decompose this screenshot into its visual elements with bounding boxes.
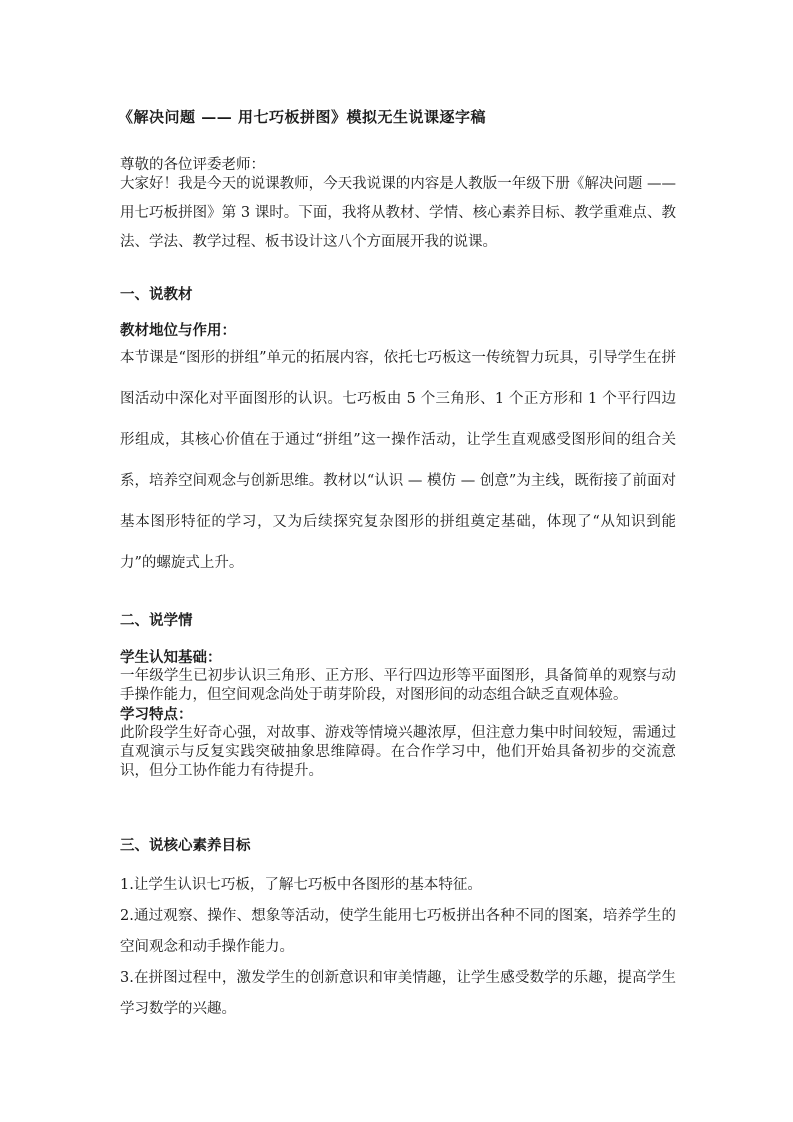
section1-heading: 一、说教材	[120, 286, 193, 303]
document-title: 《解决问题 —— 用七巧板拼图》模拟无生说课逐字稿	[118, 108, 486, 126]
section1-block	[120, 320, 676, 584]
goal-item-2: 2.通过观察、操作、想象等活动，使学生能用七巧板拼出各种不同的图案，培养学生的空间观念和动手操作能力。	[120, 908, 676, 955]
goal-item-1: 1.让学生认识七巧板，了解七巧板中各图形的基本特征。	[120, 877, 482, 893]
section3-heading: 三、说核心素养目标	[120, 837, 251, 854]
intro-paragraph: 大家好！我是今天的说课教师，今天我说课的内容是人教版一年级下册《解决问题 —— 用七巧板拼图》第 3 课时。下面，我将从教材、学情、核心素养目标、教学重难点、教法、学法、教学过程、板书设计这八个方面展开我的说课。	[120, 176, 676, 250]
section3-goals	[120, 870, 676, 1025]
section2-paragraph-1: 一年级学生已初步认识三角形、正方形、平行四边形等平面图形，具备简单的观察与动手操作能力，但空间观念尚处于萌芽阶段，对图形间的动态组合缺乏直观体验。	[120, 668, 676, 703]
section2-paragraph-2: 此阶段学生好奇心强，对故事、游戏等情境兴趣浓厚，但注意力集中时间较短，需通过直观演示与反复实践突破抽象思维障碍。在合作学习中，他们开始具备初步的交流意识，但分工协作能力有待提升。	[120, 725, 676, 779]
section2-heading: 二、说学情	[120, 612, 193, 629]
greeting: 尊敬的各位评委老师：	[120, 157, 265, 173]
section2-subheading-2: 学习特点：	[120, 706, 193, 723]
section2-block	[120, 648, 676, 781]
goal-item-3: 3.在拼图过程中，激发学生的创新意识和审美情趣，让学生感受数学的乐趣，提高学生学习数学的兴趣。	[120, 970, 676, 1017]
intro-block	[120, 156, 676, 257]
section1-subheading: 教材地位与作用：	[120, 322, 236, 339]
section2-subheading-1: 学生认知基础：	[120, 649, 222, 666]
section1-paragraph: 本节课是“图形的拼组”单元的拓展内容，依托七巧板这一传统智力玩具，引导学生在拼图活动中深化对平面图形的认识。七巧板由 5 个三角形、1 个正方形和 1 个平行四边形组成，其核心价值在于通过“拼组”这一操作活动，让学生直观感受图形间的组合关系，培养空间观念与创新思维。教材以“认识 — 模仿 — 创意”为主线，既衔接了前面对基本图形特征的学习，又为后续探究复杂图形的拼组奠定基础，体现了“从知识到能力”的螺旋式上升。	[120, 350, 676, 571]
